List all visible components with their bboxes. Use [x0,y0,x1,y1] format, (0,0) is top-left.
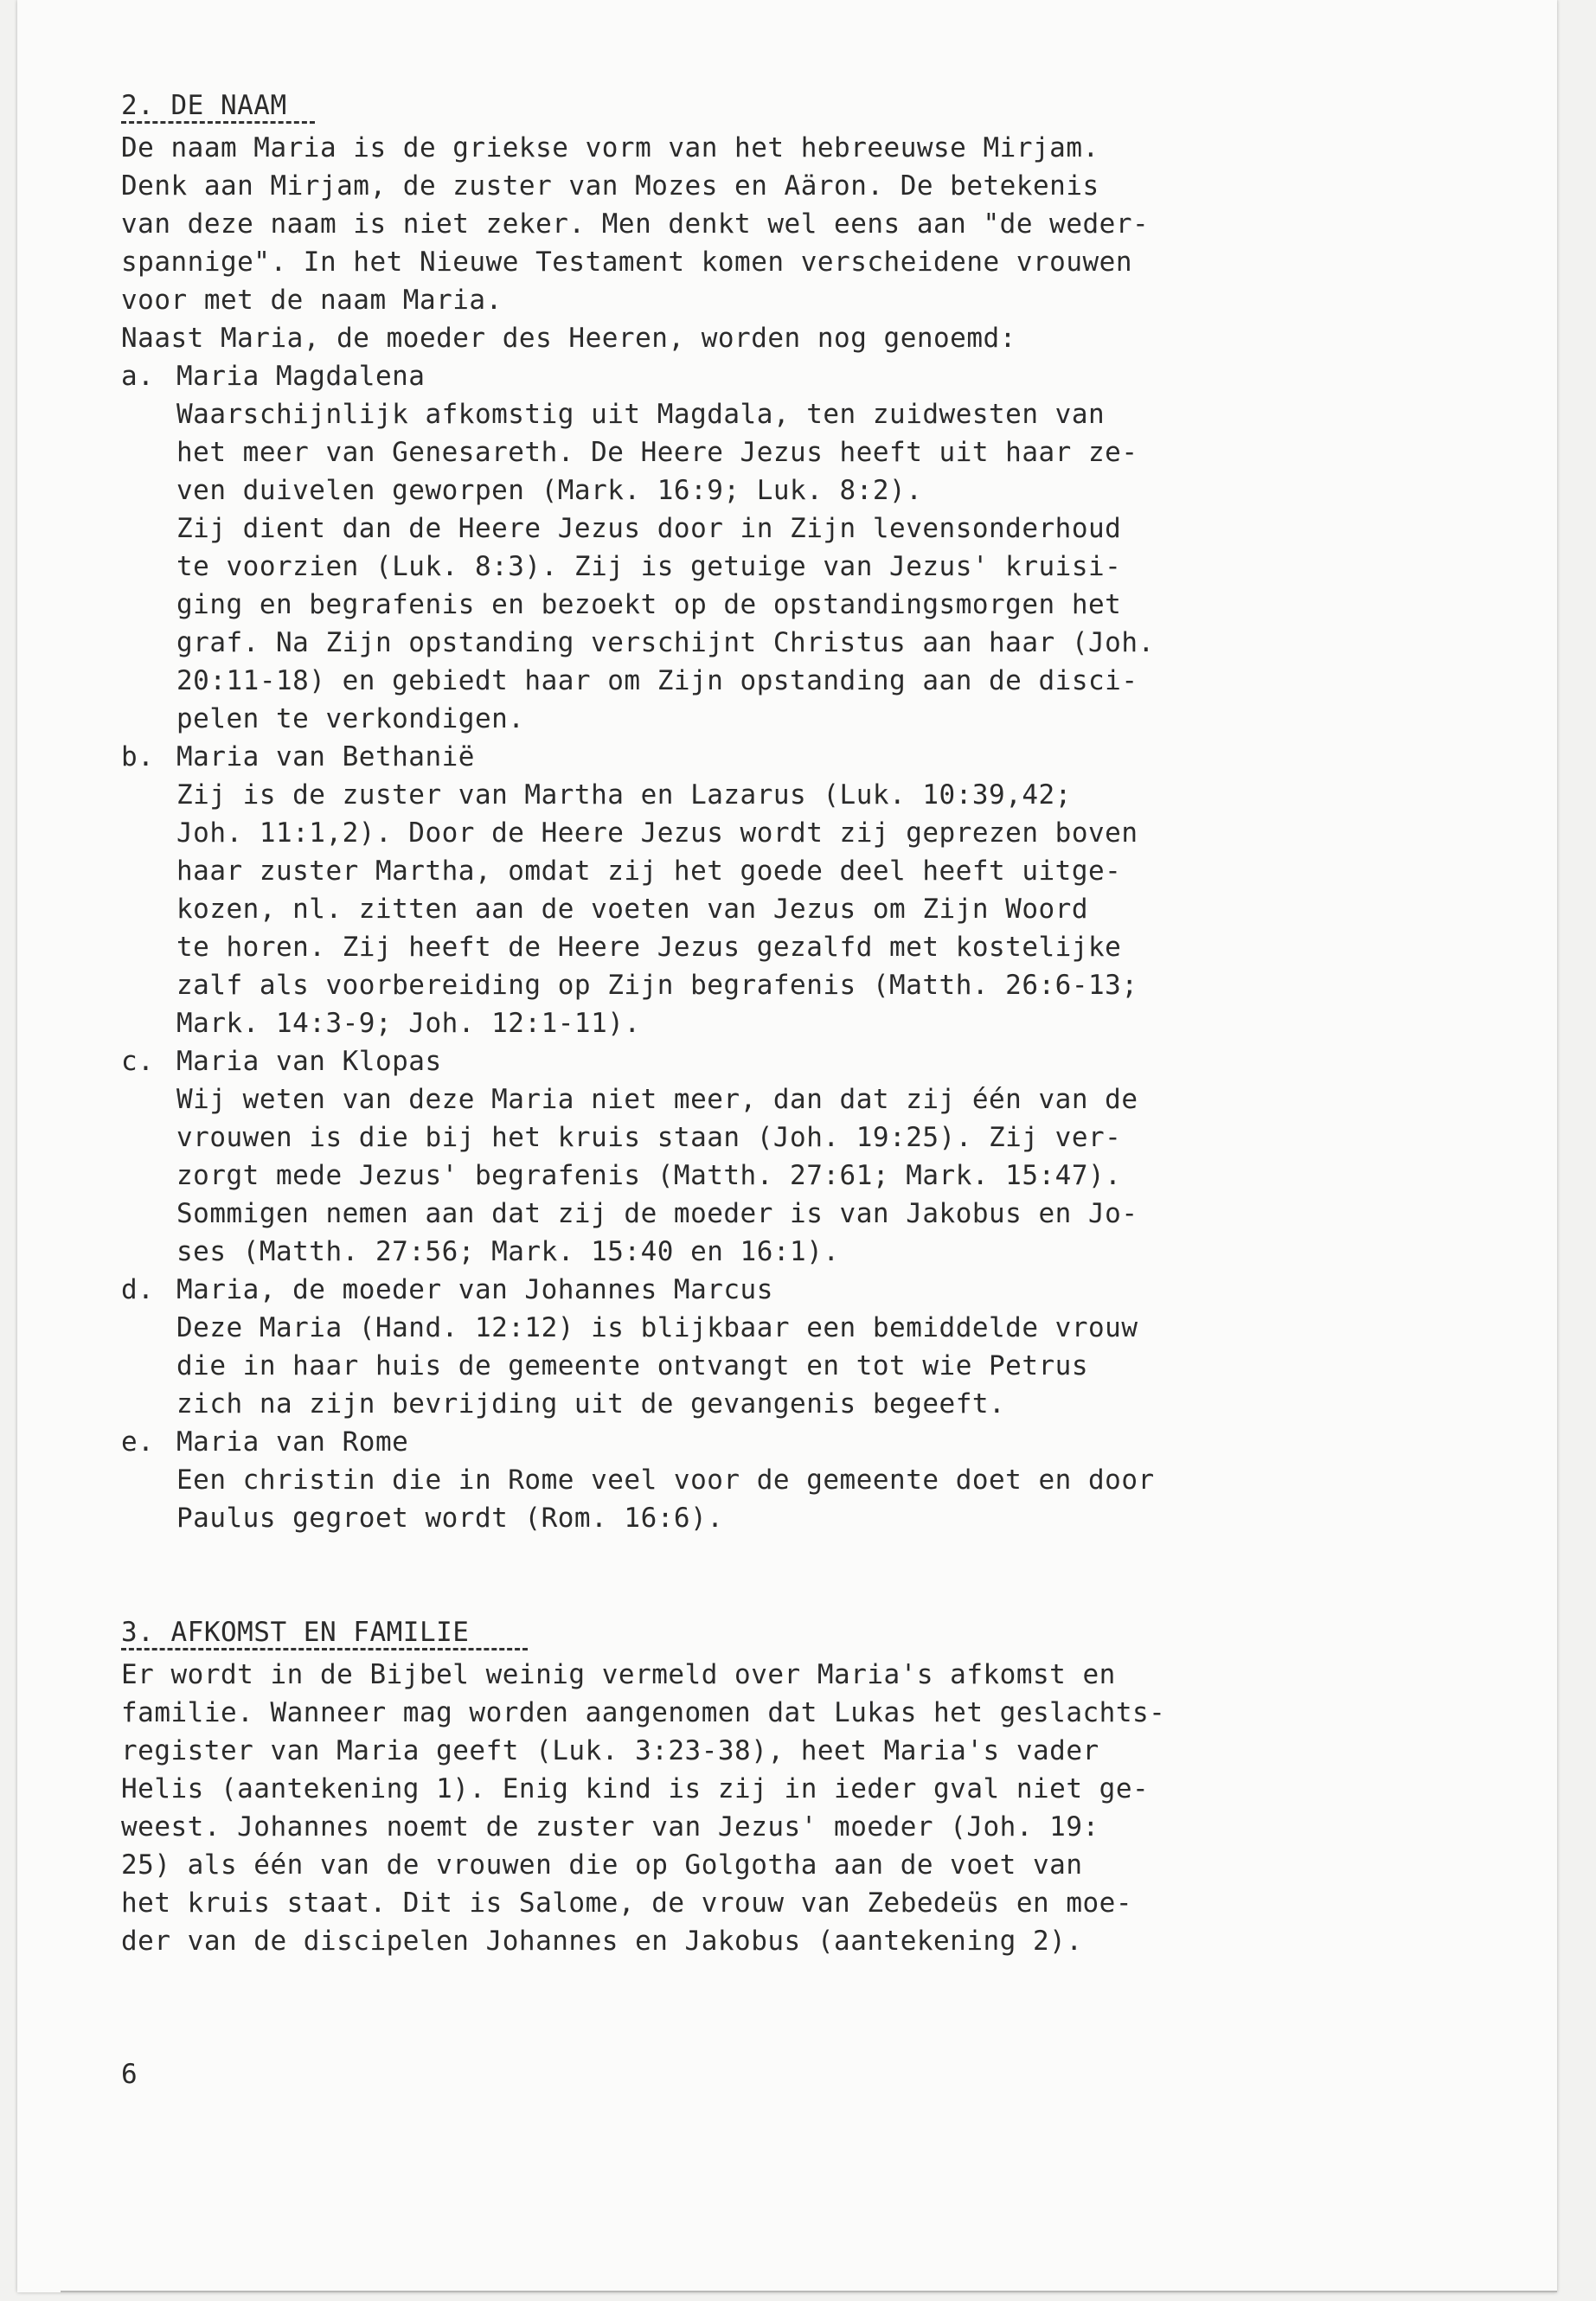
text-line: haar zuster Martha, omdat zij het goede deel heeft uitge- [176,856,1122,887]
text-line: Paulus gegroet wordt (Rom. 16:6). [176,1503,724,1534]
text-line: 20:11-18) en gebiedt haar om Zijn opstanding aan de disci- [176,665,1138,696]
text-line: van deze naam is niet zeker. Men denkt wel eens aan "de weder- [121,208,1150,240]
list-item-body [121,776,1332,1042]
list-item-letter: c. [121,1046,155,1077]
text-line: Waarschijnlijk afkomstig uit Magdala, ten zuidwesten van [176,399,1106,430]
list-item-heading [121,357,1332,395]
text-line: 25) als één van de vrouwen die op Golgotha aan de voet van [121,1849,1083,1881]
text-line: Deze Maria (Hand. 12:12) is blijkbaar een bemiddelde vrouw [176,1312,1138,1343]
text-line: ses (Matth. 27:56; Mark. 15:40 en 16:1). [176,1236,840,1267]
text-line: der van de discipelen Johannes en Jakobus (aantekening 2). [121,1926,1083,1957]
list-item-body [121,395,1332,738]
section-de-naam [121,87,1332,1537]
text-line: pelen te verkondigen. [176,703,525,734]
text-line: weest. Johannes noemt de zuster van Jezus' moeder (Joh. 19: [121,1811,1099,1843]
text-line: het meer van Genesareth. De Heere Jezus heeft uit haar ze- [176,437,1138,468]
list-item-body [121,1461,1332,1537]
page-number: 6 [121,2059,138,2090]
text-line: het kruis staat. Dit is Salome, de vrouw van Zebedeüs en moe- [121,1888,1132,1919]
section-heading: 2. DE NAAM [121,90,287,121]
text-line: Wij weten van deze Maria niet meer, dan dat zij één van de [176,1084,1138,1115]
section-afkomst-en-familie [121,1613,1332,1960]
text-line: graf. Na Zijn opstanding verschijnt Christus aan haar (Joh. [176,627,1155,658]
text-line: spannige". In het Nieuwe Testament komen verscheidene vrouwen [121,247,1132,278]
text-line: die in haar huis de gemeente ontvangt en tot wie Petrus [176,1350,1088,1381]
text-line: Een christin die in Rome veel voor de gemeente doet en door [176,1465,1155,1496]
list-item [121,1423,1332,1537]
list-item-body [121,1309,1332,1423]
text-line: Mark. 14:3-9; Joh. 12:1-11). [176,1008,641,1039]
list-item-letter: d. [121,1274,155,1305]
text-line: familie. Wanneer mag worden aangenomen dat Lukas het geslachts- [121,1697,1166,1728]
text-line: kozen, nl. zitten aan de voeten van Jezus om Zijn Woord [176,894,1088,925]
list-item [121,1042,1332,1271]
list-item-title: Maria van Klopas [176,1046,442,1077]
text-line: Helis (aantekening 1). Enig kind is zij in ieder gval niet ge- [121,1773,1150,1804]
list-item-heading [121,1423,1332,1461]
text-line: Zij dient dan de Heere Jezus door in Zijn levensonderhoud [176,513,1122,544]
text-line: Er wordt in de Bijbel weinig vermeld over Maria's afkomst en [121,1659,1116,1690]
text-line: Sommigen nemen aan dat zij de moeder is van Jakobus en Jo- [176,1198,1138,1229]
text-line: vrouwen is die bij het kruis staan (Joh. 19:25). Zij ver- [176,1122,1122,1153]
text-line: Zij is de zuster van Martha en Lazarus (Luk. 10:39,42; [176,779,1072,811]
section-spacer [121,1537,1332,1613]
list-item-letter: e. [121,1426,155,1458]
section-paragraph [121,1656,1332,1960]
text-line: De naam Maria is de griekse vorm van het hebreeuwse Mirjam. [121,132,1099,163]
list-item [121,738,1332,1042]
intro-paragraph [121,129,1332,357]
text-line: ging en begrafenis en bezoekt op de opstandingsmorgen het [176,589,1122,620]
list-item-title: Maria van Bethanië [176,741,475,772]
list-item [121,357,1332,738]
list-item-title: Maria, de moeder van Johannes Marcus [176,1274,773,1305]
text-line: ven duivelen geworpen (Mark. 16:9; Luk. 8:2). [176,475,923,506]
text-line: voor met de naam Maria. [121,285,503,316]
list-item-body [121,1080,1332,1271]
text-line: Naast Maria, de moeder des Heeren, worden nog genoemd: [121,323,1016,354]
text-line: te voorzien (Luk. 8:3). Zij is getuige van Jezus' kruisi- [176,551,1122,582]
page-bottom-edge [61,2291,1557,2292]
list-item-heading [121,1271,1332,1309]
list-item-heading [121,1042,1332,1080]
list-item-title: Maria Magdalena [176,361,426,392]
document-page [17,0,1557,2292]
list-item-heading [121,738,1332,776]
text-line: zorgt mede Jezus' begrafenis (Matth. 27:61; Mark. 15:47). [176,1160,1122,1191]
page-content [121,87,1332,1960]
section-heading: 3. AFKOMST EN FAMILIE [121,1617,470,1648]
text-line: zich na zijn bevrijding uit de gevangenis begeeft. [176,1388,1006,1420]
list-item-title: Maria van Rome [176,1426,409,1458]
text-line: register van Maria geeft (Luk. 3:23-38), heet Maria's vader [121,1735,1099,1766]
text-line: Denk aan Mirjam, de zuster van Mozes en Aäron. De betekenis [121,170,1099,202]
text-line: Joh. 11:1,2). Door de Heere Jezus wordt zij geprezen boven [176,817,1138,849]
list-item-letter: a. [121,361,155,392]
text-line: te horen. Zij heeft de Heere Jezus gezalfd met kostelijke [176,932,1122,963]
list-item [121,1271,1332,1423]
text-line: zalf als voorbereiding op Zijn begrafenis (Matth. 26:6-13; [176,970,1138,1001]
list-item-letter: b. [121,741,155,772]
